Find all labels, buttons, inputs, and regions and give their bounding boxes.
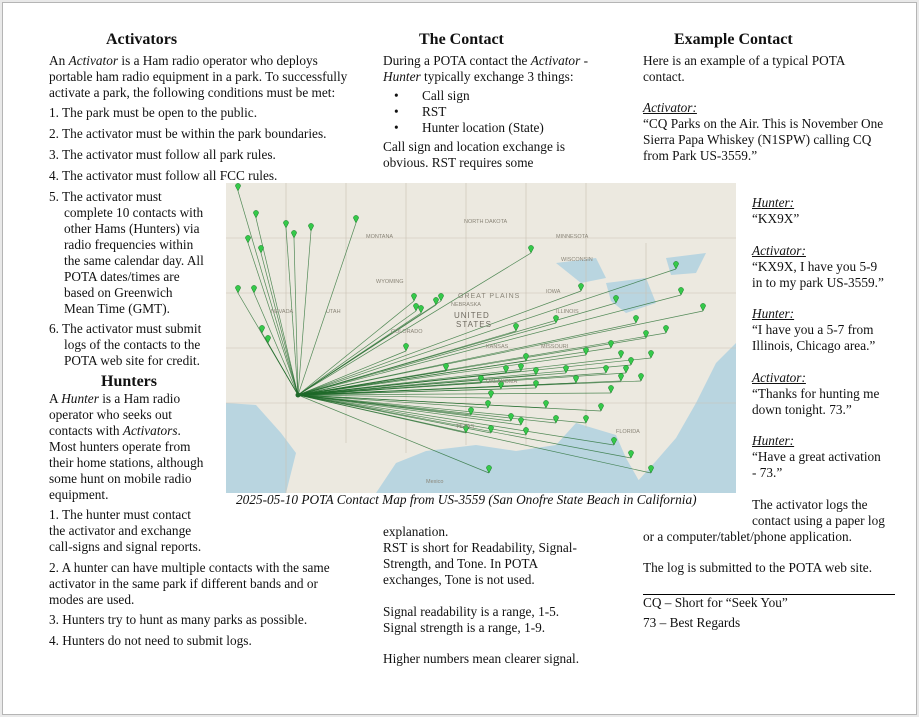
hunter-rule: call-signs and signal reports. [49, 539, 202, 554]
glossary-item: CQ – Short for “Seek You” [643, 595, 788, 610]
map-label: Mexico [426, 479, 444, 485]
hunter-rule: activator in the same park if different bands and or [49, 576, 318, 591]
hunters-intro-line: contacts with Activators. [49, 423, 181, 438]
map-label: KANSAS [486, 344, 509, 350]
map-label: WYOMING [376, 279, 404, 285]
hunter-rule: 1. The hunter must contact [49, 507, 191, 522]
activator-rule: POTA web site for credit. [64, 353, 200, 368]
contact-para-line: Strength, and Tone. In POTA [383, 556, 539, 571]
map-label: FLORIDA [616, 429, 640, 435]
activator-rule: 5. The activator must [49, 189, 162, 204]
hunters-intro-line: their home stations, although [49, 455, 204, 470]
example-intro-line: contact. [643, 69, 685, 84]
activator-rule: POTA dates/times are [64, 269, 180, 284]
logs-line: or a computer/tablet/phone application. [643, 529, 852, 544]
contact-para-line: RST is short for Readability, Signal- [383, 540, 577, 555]
map-label: GREAT PLAINS [458, 293, 521, 300]
activators-intro-line: activate a park, the following conditions must be met: [49, 85, 336, 100]
submitted-line: The log is submitted to the POTA web site. [643, 560, 873, 575]
map-label: MINNESOTA [556, 234, 589, 240]
activator-rule: Mean Time (GMT). [64, 301, 171, 316]
hunters-intro-line: equipment. [49, 487, 109, 502]
activator-rule: 6. The activator must submit [49, 321, 202, 336]
map-label: COLORADO [391, 329, 423, 335]
contact-intro-line: Hunter typically exchange 3 things: [383, 69, 574, 84]
map-label: NEVADA [271, 309, 294, 315]
document-page [2, 2, 917, 715]
activator-rule: other Hams (Hunters) via [64, 221, 200, 236]
map-label: IOWA [546, 289, 561, 295]
map-label: UNITED [454, 311, 490, 320]
hunter-rule: modes are used. [49, 592, 135, 607]
map-label: ILLINOIS [556, 309, 579, 315]
dialogue-line: “Have a great activation [752, 449, 881, 464]
hunter-label: Hunter: [752, 433, 795, 448]
contact-intro-line: During a POTA contact the Activator - [383, 53, 589, 68]
hunter-rule: 3. Hunters try to hunt as many parks as possible. [49, 612, 308, 627]
exchange-item: Hunter location (State) [422, 120, 544, 135]
hunters-intro-line: operator who seeks out [49, 407, 172, 422]
activator-rule: 2. The activator must be within the park boundaries. [49, 126, 327, 141]
contact-para-line: obvious. RST requires some [383, 155, 534, 170]
activator-rule: 3. The activator must follow all park rules. [49, 147, 276, 162]
contact-para-line: Call sign and location exchange is [383, 139, 566, 154]
hunter-rule: 4. Hunters do not need to submit logs. [49, 633, 252, 648]
contact-para-line: Higher numbers mean clearer signal. [383, 651, 580, 666]
contact-para-line: Signal readability is a range, 1-5. [383, 604, 560, 619]
activator-label: Activator: [643, 100, 697, 115]
activator-rule: complete 10 contacts with [64, 205, 204, 220]
map-label: OKLAHOMA [486, 379, 518, 385]
hunters-intro-line: some hunt on mobile radio [49, 471, 192, 486]
bullet-icon: • [394, 120, 399, 135]
hunter-rule: the activator and exchange [49, 523, 192, 538]
exchange-item: RST [422, 104, 447, 119]
activator-rule: radio frequencies within [64, 237, 194, 252]
dialogue-line: “Thanks for hunting me [752, 386, 880, 401]
map-label: NEBRASKA [451, 302, 481, 308]
dialogue-line: “KX9X, I have you 5-9 [752, 259, 878, 274]
activator-rule: logs of the contacts to the [64, 337, 201, 352]
map-caption: 2025-05-10 POTA Contact Map from US-3559 (San Onofre State Beach in California) [236, 492, 697, 507]
contact-heading: The Contact [419, 31, 504, 48]
dialogue-line: Sierra Papa Whiskey (N1SPW) calling CQ [643, 132, 872, 147]
map-label: NORTH DAKOTA [464, 219, 508, 225]
hunters-intro-line: A Hunter is a Ham radio [49, 391, 181, 406]
dialogue-line: down tonight. 73.” [752, 402, 852, 417]
dialogue-line: “KX9X” [752, 211, 800, 226]
example-heading: Example Contact [674, 31, 793, 48]
hunter-rule: 2. A hunter can have multiple contacts with the same [49, 560, 330, 575]
contact-para-line: explanation. [383, 524, 449, 539]
contact-para-line: Signal strength is a range, 1-9. [383, 620, 546, 635]
map-label: WISCONSIN [561, 257, 593, 263]
activators-intro-line: An Activator is a Ham radio operator who deploys [49, 53, 318, 68]
dialogue-line: in to my park US-3559.” [752, 275, 884, 290]
activators-intro-line: portable ham radio equipment in a park. To successfully [49, 69, 348, 84]
map-label: TEXAS [456, 424, 475, 430]
activator-rule: 4. The activator must follow all FCC rules. [49, 168, 278, 183]
activator-label: Activator: [752, 370, 806, 385]
dialogue-line: Illinois, Chicago area.” [752, 338, 876, 353]
hunter-label: Hunter: [752, 306, 795, 321]
logs-line: contact using a paper log [752, 513, 885, 528]
map-label: STATES [456, 320, 492, 329]
park-origin-marker [296, 393, 301, 398]
activator-label: Activator: [752, 243, 806, 258]
activators-heading: Activators [106, 31, 178, 48]
bullet-icon: • [394, 88, 399, 103]
hunter-label: Hunter: [752, 195, 795, 210]
activator-rule: 1. The park must be open to the public. [49, 105, 258, 120]
hunters-intro-line: Most hunters operate from [49, 439, 191, 454]
activator-rule: the same calendar day. All [64, 253, 204, 268]
dialogue-line: from Park US-3559.” [643, 148, 758, 163]
pota-contact-map [226, 183, 736, 493]
dialogue-line: “CQ Parks on the Air. This is November One [643, 116, 884, 131]
activator-rule: based on Greenwich [64, 285, 173, 300]
map-label: MISSOURI [541, 344, 569, 350]
glossary-item: 73 – Best Regards [643, 615, 741, 630]
map-label: UTAH [326, 309, 341, 315]
map-label: MONTANA [366, 234, 394, 240]
bullet-icon: • [394, 104, 399, 119]
exchange-item: Call sign [422, 88, 470, 103]
contact-para-line: exchanges, Tone is not used. [383, 572, 535, 587]
dialogue-line: - 73.” [752, 465, 783, 480]
example-intro-line: Here is an example of a typical POTA [643, 53, 846, 68]
logs-line: The activator logs the [752, 497, 868, 512]
dialogue-line: “I have you a 5-7 from [752, 322, 874, 337]
hunters-heading: Hunters [101, 373, 157, 390]
